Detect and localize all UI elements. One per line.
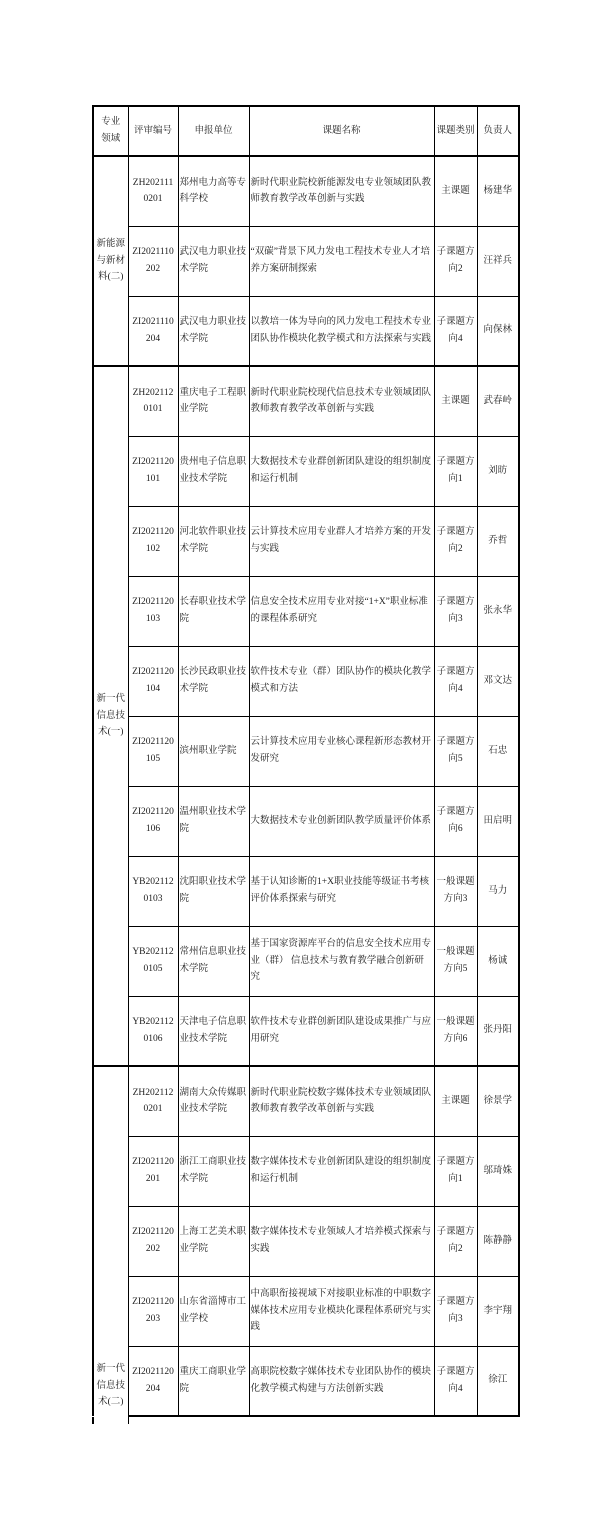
leader-cell: 张丹阳: [477, 996, 519, 1066]
header-cell-leader: 负责人: [477, 106, 519, 156]
unit-cell: 贵州电子信息职业技术学院: [178, 436, 249, 506]
review-id-cell: ZI2021120202: [128, 1206, 178, 1276]
table-row: [93, 996, 519, 1066]
unit-cell: 长沙民政职业技术学院: [178, 646, 249, 716]
leader-cell: 乔哲: [477, 506, 519, 576]
leader-cell: 汪祥兵: [477, 226, 519, 296]
unit-cell: 重庆电子工程职业学院: [178, 366, 249, 436]
review-id-cell: ZI2021120105: [128, 716, 178, 786]
unit-cell: 山东省淄博市工业学校: [178, 1276, 249, 1346]
unit-cell: 常州信息职业技术学院: [178, 926, 249, 996]
table-row: [93, 1066, 519, 1136]
header-cell-review-id: 评审编号: [128, 106, 178, 156]
review-id-cell: ZI2021120201: [128, 1136, 178, 1206]
category-cell: 主课题: [434, 366, 477, 436]
leader-cell: 刘昉: [477, 436, 519, 506]
unit-cell: 滨州职业学院: [178, 716, 249, 786]
category-cell: 子课题方向2: [434, 506, 477, 576]
project-title-cell: 高职院校数字媒体技术专业团队协作的模块化教学模式构建与方法创新实践: [249, 1346, 434, 1416]
leader-cell: 杨诚: [477, 926, 519, 996]
table-row: [93, 436, 519, 506]
project-title-cell: 新时代职业院校新能源发电专业领域团队教师教育教学改革创新与实践: [249, 156, 434, 226]
unit-cell: 河北软件职业技术学院: [178, 506, 249, 576]
field-group-cell: [93, 1066, 128, 1416]
project-title-cell: 新时代职业院校现代信息技术专业领域团队教师教育教学改革创新与实践: [249, 366, 434, 436]
table-header-row: [93, 106, 519, 156]
field-group-label: 新一代信息技术(二): [96, 1364, 125, 1408]
project-title-cell: 基于认知诊断的1+X职业技能等级证书考核评价体系探索与研究: [249, 856, 434, 926]
review-id-cell: ZI2021120103: [128, 576, 178, 646]
category-cell: 子课题方向4: [434, 646, 477, 716]
leader-cell: 邓文达: [477, 646, 519, 716]
project-title-cell: 基于国家资源库平台的信息安全技术应用专业（群） 信息技术与教育教学融合创新研究: [249, 926, 434, 996]
category-cell: 子课题方向6: [434, 786, 477, 856]
leader-cell: 徐江: [477, 1346, 519, 1416]
field-group-cell: [93, 156, 128, 366]
field-group-label: 新一代信息技术(一): [96, 694, 125, 738]
category-cell: 主课题: [434, 156, 477, 226]
unit-cell: 温州职业技术学院: [178, 786, 249, 856]
project-title-cell: 软件技术专业（群）团队协作的模块化教学模式和方法: [249, 646, 434, 716]
table-row: [93, 576, 519, 646]
category-cell: 子课题方向4: [434, 1346, 477, 1416]
table-row: [93, 506, 519, 576]
category-cell: 主课题: [434, 1066, 477, 1136]
review-id-cell: YB2021120106: [128, 996, 178, 1066]
leader-cell: 向保林: [477, 296, 519, 366]
project-title-cell: 云计算技术应用专业群人才培养方案的开发与实践: [249, 506, 434, 576]
review-id-cell: ZI2021110202: [128, 226, 178, 296]
leader-cell: 邬琦姝: [477, 1136, 519, 1206]
field-group-cell: [93, 366, 128, 1066]
header-cell-title: 课题名称: [249, 106, 434, 156]
header-cell-category: 课题类别: [434, 106, 477, 156]
unit-cell: 武汉电力职业技术学院: [178, 296, 249, 366]
field-group-label: 新能源与新材料(二): [96, 239, 125, 283]
project-title-cell: 云计算技术应用专业核心课程新形态教材开发研究: [249, 716, 434, 786]
review-id-cell: ZI2021120204: [128, 1346, 178, 1416]
category-cell: 一般课题方向3: [434, 856, 477, 926]
category-cell: 子课题方向3: [434, 576, 477, 646]
leader-cell: 陈静静: [477, 1206, 519, 1276]
table-row: [93, 1136, 519, 1206]
page-cutoff-column-lines: [92, 1417, 129, 1424]
unit-cell: 郑州电力高等专科学校: [178, 156, 249, 226]
review-id-cell: ZI2021120104: [128, 646, 178, 716]
project-title-cell: 信息安全技术应用专业对接“1+X”职业标准的课程体系研究: [249, 576, 434, 646]
category-cell: 子课题方向2: [434, 1206, 477, 1276]
review-id-cell: ZI2021120102: [128, 506, 178, 576]
header-cell-field: [93, 106, 128, 156]
table-row: [93, 926, 519, 996]
unit-cell: 沈阳职业技术学院: [178, 856, 249, 926]
unit-cell: 湖南大众传媒职业技术学院: [178, 1066, 249, 1136]
leader-cell: 马力: [477, 856, 519, 926]
category-cell: 子课题方向3: [434, 1276, 477, 1346]
review-id-cell: ZH2021120201: [128, 1066, 178, 1136]
unit-cell: 浙江工商职业技术学院: [178, 1136, 249, 1206]
unit-cell: 重庆工商职业学院: [178, 1346, 249, 1416]
project-title-cell: 以教培一体为导向的风力发电工程技术专业团队协作模块化教学模式和方法探索与实践: [249, 296, 434, 366]
category-cell: 子课题方向2: [434, 226, 477, 296]
header-field-label: 专业领域: [101, 117, 121, 144]
review-id-cell: ZH2021120101: [128, 366, 178, 436]
unit-cell: 天津电子信息职业技术学院: [178, 996, 249, 1066]
project-title-cell: 软件技术专业群创新团队建设成果推广与应用研究: [249, 996, 434, 1066]
unit-cell: 武汉电力职业技术学院: [178, 226, 249, 296]
table-row: [93, 1276, 519, 1346]
header-cell-unit: 申报单位: [178, 106, 249, 156]
table-row: [93, 646, 519, 716]
category-cell: 子课题方向1: [434, 436, 477, 506]
project-title-cell: 新时代职业院校数字媒体技术专业领域团队教师教育教学改革创新与实践: [249, 1066, 434, 1136]
project-title-cell: 数字媒体技术专业领域人才培养模式探索与实践: [249, 1206, 434, 1276]
project-title-cell: 中高职衔接视域下对接职业标准的中职数字媒体技术应用专业模块化课程体系研究与实践: [249, 1276, 434, 1346]
project-review-table: [92, 105, 520, 1417]
unit-cell: 上海工艺美术职业学院: [178, 1206, 249, 1276]
table-row: [93, 226, 519, 296]
project-title-cell: 数字媒体技术专业创新团队建设的组织制度和运行机制: [249, 1136, 434, 1206]
leader-cell: 田启明: [477, 786, 519, 856]
category-cell: 子课题方向5: [434, 716, 477, 786]
category-cell: 子课题方向4: [434, 296, 477, 366]
leader-cell: 武春岭: [477, 366, 519, 436]
leader-cell: 张永华: [477, 576, 519, 646]
leader-cell: 石忠: [477, 716, 519, 786]
project-title-cell: “双碳”背景下风力发电工程技术专业人才培养方案研制探索: [249, 226, 434, 296]
table-row: [93, 716, 519, 786]
unit-cell: 长春职业技术学院: [178, 576, 249, 646]
table-row: [93, 1206, 519, 1276]
leader-cell: 杨建华: [477, 156, 519, 226]
table-row: [93, 296, 519, 366]
review-table-container: [92, 105, 520, 1424]
table-row: [93, 366, 519, 436]
category-cell: 一般课题方向5: [434, 926, 477, 996]
review-id-cell: ZH2021110201: [128, 156, 178, 226]
review-id-cell: YB2021120103: [128, 856, 178, 926]
review-id-cell: ZI2021110204: [128, 296, 178, 366]
category-cell: 一般课题方向6: [434, 996, 477, 1066]
leader-cell: 李宇翔: [477, 1276, 519, 1346]
table-row: [93, 156, 519, 226]
review-id-cell: ZI2021120203: [128, 1276, 178, 1346]
table-row: [93, 786, 519, 856]
project-title-cell: 大数据技术专业创新团队教学质量评价体系: [249, 786, 434, 856]
project-title-cell: 大数据技术专业群创新团队建设的组织制度和运行机制: [249, 436, 434, 506]
review-id-cell: ZI2021120101: [128, 436, 178, 506]
leader-cell: 徐景学: [477, 1066, 519, 1136]
review-id-cell: ZI2021120106: [128, 786, 178, 856]
category-cell: 子课题方向1: [434, 1136, 477, 1206]
table-row: [93, 1346, 519, 1416]
table-row: [93, 856, 519, 926]
review-id-cell: YB2021120105: [128, 926, 178, 996]
